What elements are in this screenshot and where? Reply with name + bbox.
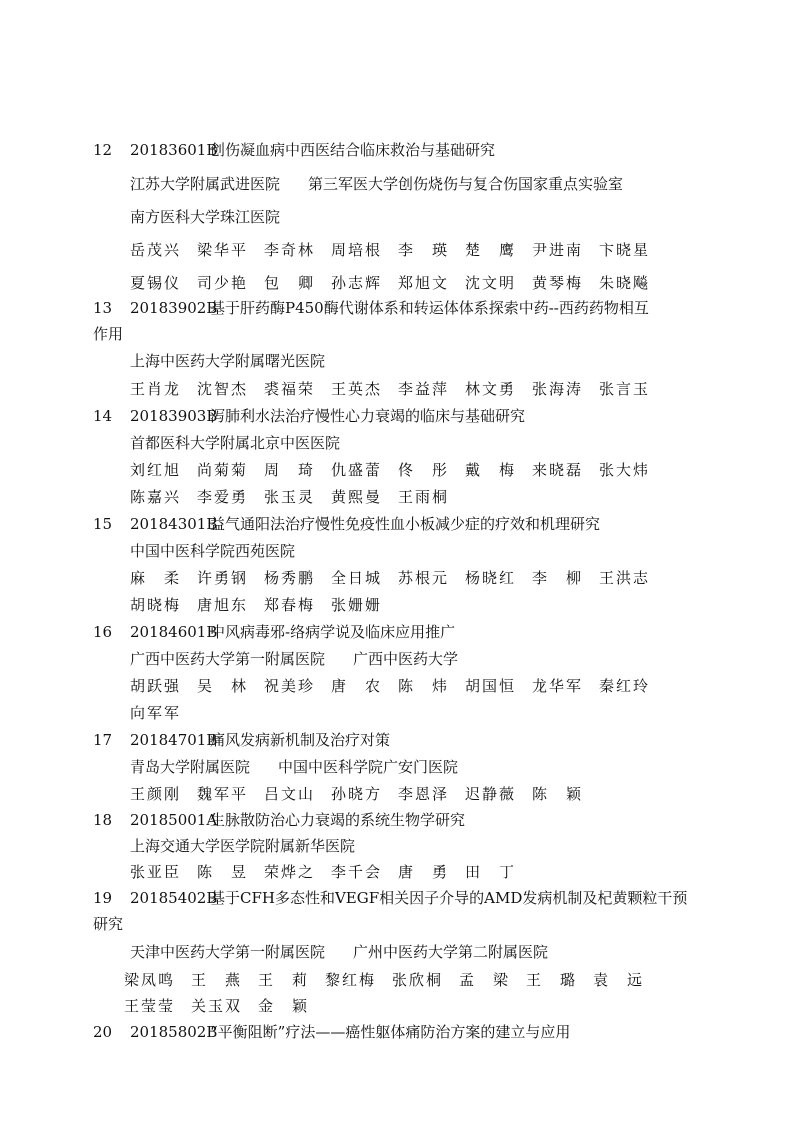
person-name: 田 丁 [465,863,517,881]
entry-number: 18 [93,811,113,829]
person-name: 荣烨之 [264,863,316,881]
institution: 中国中医科学院西苑医院 [130,542,296,560]
person-name: 吴 林 [197,677,249,695]
person-name: 李恩泽 [398,785,450,803]
entry-number: 13 [93,299,113,317]
person-name: 唐 农 [331,677,383,695]
person-name: 秦红玲 [599,677,651,695]
entry-title: 基于肝药酶P450酶代谢体系和转运体体系探索中药--西药药物相互 [210,299,649,317]
entry-code: 20184601B [130,623,218,641]
institution: 首都医科大学附属北京中医医院 [130,434,341,452]
person-name: 刘红旭 [130,461,182,479]
entry-code: 20185402B [130,889,218,907]
entry-code: 20184701B [130,731,218,749]
person-name: 张大炜 [599,461,651,479]
person-name: 夏锡仪 [130,274,182,292]
institution: 天津中医药大学第一附属医院 [130,943,326,961]
entry-number: 17 [93,731,113,749]
person-name: 来晓磊 [532,461,584,479]
person-name: 金 颖 [258,997,310,1015]
person-name: 郑春梅 [264,596,316,614]
person-name: 王 璐 [526,971,578,989]
person-name: 苏根元 [398,569,450,587]
entry-title: 痛风发病新机制及治疗对策 [210,731,391,749]
institution-line [130,942,548,962]
institution: 第三军医大学创伤烧伤与复合伤国家重点实验室 [308,175,624,193]
people-line [130,703,197,723]
person-name: 向军军 [130,704,182,722]
person-name: 司少艳 [197,274,249,292]
entry-title: 创伤凝血病中西医结合临床救治与基础研究 [210,141,496,159]
person-name: 陈 昱 [197,863,249,881]
person-name: 周 琦 [264,461,316,479]
person-name: 佟 彤 [398,461,450,479]
institution-line [130,836,355,856]
person-name: 楚 鹰 [465,241,517,259]
institution: 上海中医药大学附属曙光医院 [130,352,326,370]
entry-title: 生脉散防治心力衰竭的系统生物学研究 [210,811,466,829]
person-name: 张姗姗 [331,596,383,614]
person-name: 李 柳 [532,569,584,587]
person-name: 吕文山 [264,785,316,803]
people-line [130,784,599,804]
person-name: 尹进南 [532,241,584,259]
person-name: 杨晓红 [465,569,517,587]
person-name: 全日城 [331,569,383,587]
person-name: 张玉灵 [264,488,316,506]
person-name: 朱晓飚 [599,274,651,292]
people-line [130,460,666,480]
person-name: 陈 炜 [398,677,450,695]
person-name: 卞晓星 [599,241,651,259]
entry-code: 20184301B [130,515,218,533]
institution-line [130,351,325,371]
person-name: 黄琴梅 [532,274,584,292]
entry-number: 15 [93,515,113,533]
people-line [124,970,660,990]
person-name: 梁华平 [197,241,249,259]
person-name: 龙华军 [532,677,584,695]
person-name: 许勇钢 [197,569,249,587]
entry-number: 19 [93,889,113,907]
person-name: 关玉双 [191,997,243,1015]
person-name: 李益萍 [398,380,450,398]
institution: 广州中医药大学第二附属医院 [353,943,549,961]
person-name: 李千会 [331,863,383,881]
person-name: 黎红梅 [325,971,377,989]
person-name: 王 莉 [258,971,310,989]
entry-title: 泻肺利水法治疗慢性心力衰竭的临床与基础研究 [210,407,526,425]
person-name: 孙志辉 [331,274,383,292]
person-name: 李 瑛 [398,241,450,259]
person-name: 王英杰 [331,380,383,398]
entry-code: 20185001A [130,811,218,829]
people-line [124,996,325,1016]
entry-number: 16 [93,623,113,641]
person-name: 沈智杰 [197,380,249,398]
person-name: 麻 柔 [130,569,182,587]
person-name: 孙晓方 [331,785,383,803]
institution: 广西中医药大学第一附属医院 [130,650,326,668]
institution-line [130,541,295,561]
person-name: 周培根 [331,241,383,259]
institution-line [130,649,458,669]
entry-title: 益气通阳法治疗慢性免疫性血小板减少症的疗效和机理研究 [210,515,601,533]
person-name: 胡国恒 [465,677,517,695]
institution-line [130,207,280,227]
person-name: 唐旭东 [197,596,249,614]
person-name: 魏军平 [197,785,249,803]
person-name: 王颜刚 [130,785,182,803]
entry-number: 20 [93,1023,113,1041]
institution-line [130,433,340,453]
people-line [130,487,465,507]
institution: 上海交通大学医学院附属新华医院 [130,837,356,855]
person-name: 沈文明 [465,274,517,292]
person-name: 胡晓梅 [130,596,182,614]
institution: 江苏大学附属武进医院 [130,175,281,193]
entry-code: 20185802B [130,1023,218,1041]
people-line [130,379,666,399]
person-name: 张言玉 [599,380,651,398]
people-line [130,568,666,588]
person-name: 陈 颖 [532,785,584,803]
entry-title: 中风病毒邪-络病学说及临床应用推广 [210,623,456,641]
entry-code: 20183903B [130,407,218,425]
person-name: 迟静薇 [465,785,517,803]
institution: 广西中医药大学 [353,650,459,668]
person-name: 王雨桐 [398,488,450,506]
person-name: 张欣桐 [392,971,444,989]
person-name: 黄熙曼 [331,488,383,506]
person-name: 祝美珍 [264,677,316,695]
person-name: 唐 勇 [398,863,450,881]
person-name: 郑旭文 [398,274,450,292]
people-line [130,273,666,293]
person-name: 杨秀鹏 [264,569,316,587]
person-name: 林文勇 [465,380,517,398]
person-name: 李爱勇 [197,488,249,506]
institution: 南方医科大学珠江医院 [130,208,281,226]
institution-line [130,174,623,194]
entry-title: “平衡阻断”疗法——癌性躯体痛防治方案的建立与应用 [210,1023,571,1041]
person-name: 尚菊菊 [197,461,249,479]
person-name: 王莹莹 [124,997,176,1015]
people-line [130,595,398,615]
entry-code: 20183902B [130,299,218,317]
institution-line [130,757,458,777]
person-name: 仇盛蕾 [331,461,383,479]
person-name: 陈嘉兴 [130,488,182,506]
people-line [130,240,666,260]
person-name: 王肖龙 [130,380,182,398]
person-name: 岳茂兴 [130,241,182,259]
person-name: 张亚臣 [130,863,182,881]
people-line [130,676,666,696]
person-name: 裘福荣 [264,380,316,398]
entry-title-continuation: 研究 [93,915,124,933]
entry-number: 14 [93,407,113,425]
person-name: 胡跃强 [130,677,182,695]
entry-number: 12 [93,141,113,159]
person-name: 包 卿 [264,274,316,292]
institution: 青岛大学附属医院 [130,758,251,776]
person-name: 王 燕 [191,971,243,989]
person-name: 孟 梁 [459,971,511,989]
person-name: 戴 梅 [465,461,517,479]
person-name: 王洪志 [599,569,651,587]
person-name: 梁凤鸣 [124,971,176,989]
entry-code: 20183601B [130,141,218,159]
institution: 中国中医科学院广安门医院 [278,758,459,776]
people-line [130,862,532,882]
person-name: 李奇林 [264,241,316,259]
entry-title: 基于CFH多态性和VEGF相关因子介导的AMD发病机制及杞黄颗粒干预 [210,889,688,907]
person-name: 张海涛 [532,380,584,398]
entry-title-continuation: 作用 [93,325,124,343]
person-name: 袁 远 [593,971,645,989]
